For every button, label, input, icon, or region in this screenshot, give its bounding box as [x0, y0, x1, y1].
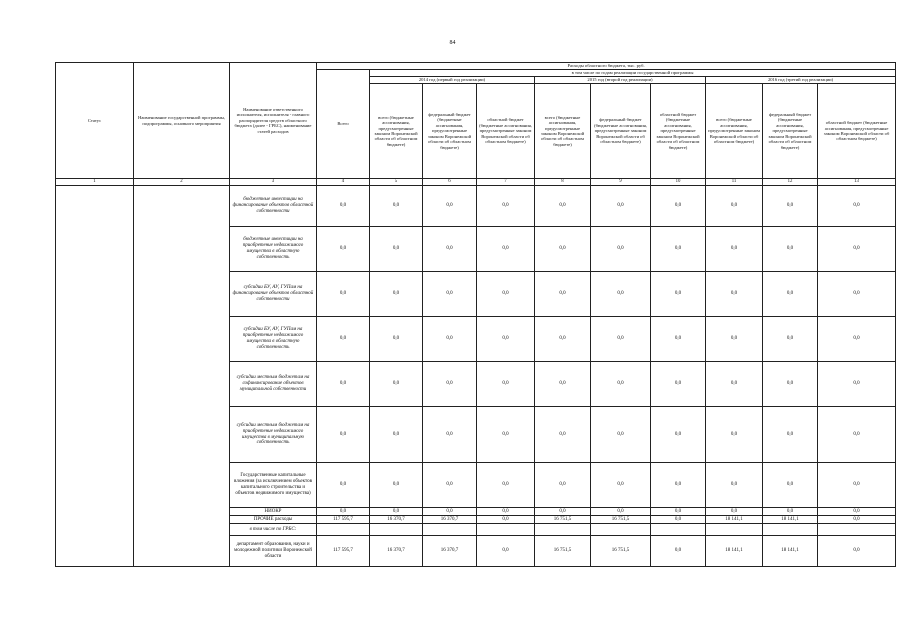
value-cell: 0,0	[763, 186, 818, 227]
value-cell: 0,0	[818, 186, 896, 227]
value-cell	[370, 524, 423, 536]
header-federal-2016: федеральный бюджет (бюджетные ассигнования, предусмотренные законом Воронежской области об областном бюджете)	[763, 84, 818, 179]
column-number: 5	[370, 179, 423, 186]
value-cell: 0,0	[477, 362, 535, 407]
value-cell: 0,0	[763, 227, 818, 272]
value-cell: 0,0	[423, 186, 477, 227]
value-cell: 0,0	[535, 186, 591, 227]
value-cell: 0,0	[651, 186, 706, 227]
row-label: департамент образования, науки и молодежной политики Воронежской области	[230, 536, 317, 567]
program-name-cell	[134, 186, 230, 567]
header-budget-expenses: Расходы областного бюджета, тыс. руб.	[317, 63, 896, 70]
value-cell: 0,0	[706, 463, 763, 508]
header-regional-2014: областной бюджет (бюджетные ассигнования, предусмотренные законом Воронежской области об областном бюджете)	[477, 84, 535, 179]
value-cell: 0,0	[818, 463, 896, 508]
value-cell: 0,0	[477, 227, 535, 272]
value-cell: 0,0	[706, 407, 763, 463]
value-cell: 0,0	[477, 272, 535, 317]
value-cell: 0,0	[423, 227, 477, 272]
value-cell: 0,0	[706, 186, 763, 227]
value-cell: 0,0	[818, 362, 896, 407]
value-cell: 0,0	[591, 508, 651, 516]
value-cell: 0,0	[477, 463, 535, 508]
value-cell: 0,0	[370, 463, 423, 508]
header-regional-2015: областной бюджет (бюджетные ассигнования, предусмотренные законом Воронежской области об областном бюджете)	[651, 84, 706, 179]
value-cell: 0,0	[818, 317, 896, 362]
value-cell: 0,0	[317, 272, 370, 317]
value-cell: 0,0	[591, 272, 651, 317]
value-cell: 0,0	[651, 272, 706, 317]
value-cell: 0,0	[535, 227, 591, 272]
value-cell	[535, 524, 591, 536]
value-cell: 0,0	[317, 227, 370, 272]
header-regional-2016: областной бюджет (бюджетные ассигнования, предусмотренные законом Воронежской области об областном бюджете)	[818, 84, 896, 179]
column-number: 10	[651, 179, 706, 186]
column-number: 3	[230, 179, 317, 186]
column-number: 12	[763, 179, 818, 186]
value-cell: 0,0	[535, 407, 591, 463]
value-cell: 0,0	[818, 227, 896, 272]
header-year-2015: 2015 год (второй год реализации)	[535, 77, 706, 84]
value-cell: 0,0	[651, 362, 706, 407]
header-total: Всего	[317, 70, 370, 179]
value-cell: 0,0	[651, 508, 706, 516]
value-cell: 0,0	[423, 317, 477, 362]
value-cell: 0,0	[477, 186, 535, 227]
value-cell: 0,0	[591, 407, 651, 463]
value-cell	[591, 524, 651, 536]
budget-table	[55, 62, 896, 567]
value-cell: 18 141,1	[763, 516, 818, 524]
row-label: субсидии местным бюджетам на софинансирование объектов муниципальной собственности	[230, 362, 317, 407]
column-number: 2	[134, 179, 230, 186]
value-cell: 0,0	[423, 463, 477, 508]
value-cell: 0,0	[651, 516, 706, 524]
value-cell: 0,0	[591, 463, 651, 508]
column-number: 1	[56, 179, 134, 186]
value-cell: 0,0	[818, 516, 896, 524]
value-cell: 0,0	[477, 508, 535, 516]
value-cell: 0,0	[651, 317, 706, 362]
value-cell: 16 751,5	[535, 516, 591, 524]
value-cell: 0,0	[763, 362, 818, 407]
value-cell: 0,0	[706, 362, 763, 407]
value-cell: 0,0	[591, 362, 651, 407]
column-number-row	[56, 179, 896, 186]
value-cell: 0,0	[651, 407, 706, 463]
row-label: субсидии местным бюджетам на приобретение недвижимого имущества в муниципальную собственность	[230, 407, 317, 463]
value-cell: 0,0	[651, 463, 706, 508]
value-cell: 0,0	[317, 186, 370, 227]
value-cell: 0,0	[477, 516, 535, 524]
value-cell: 0,0	[591, 317, 651, 362]
value-cell: 0,0	[317, 508, 370, 516]
value-cell: 0,0	[317, 317, 370, 362]
header-all-2016: всего (бюджетные ассигнования, предусмотренные законом Воронежской области об областном бюджете)	[706, 84, 763, 179]
column-number: 11	[706, 179, 763, 186]
header-all-2014: всего (бюджетные ассигнования, предусмотренные законом Воронежской области об областном бюджете)	[370, 84, 423, 179]
row-label: бюджетные инвестиции на финансирование объектов областной собственности	[230, 186, 317, 227]
value-cell: 0,0	[763, 508, 818, 516]
value-cell	[706, 524, 763, 536]
value-cell: 0,0	[818, 536, 896, 567]
value-cell	[423, 524, 477, 536]
value-cell: 0,0	[763, 463, 818, 508]
value-cell: 0,0	[477, 317, 535, 362]
row-label: бюджетные инвестиции на приобретение недвижимого имущества в областную собственность	[230, 227, 317, 272]
value-cell: 18 141,1	[706, 516, 763, 524]
value-cell	[763, 524, 818, 536]
value-cell: 117 595,7	[317, 536, 370, 567]
value-cell: 0,0	[591, 186, 651, 227]
value-cell: 0,0	[477, 407, 535, 463]
column-number: 9	[591, 179, 651, 186]
value-cell: 0,0	[477, 536, 535, 567]
value-cell: 0,0	[370, 407, 423, 463]
value-cell: 0,0	[317, 362, 370, 407]
value-cell: 0,0	[423, 508, 477, 516]
value-cell: 0,0	[706, 508, 763, 516]
row-label: субсидии БУ, АУ, ГУПам на финансирование объектов областной собственности	[230, 272, 317, 317]
value-cell: 16 751,5	[591, 536, 651, 567]
value-cell	[477, 524, 535, 536]
status-cell	[56, 186, 134, 567]
value-cell: 0,0	[370, 227, 423, 272]
page-number: 84	[449, 40, 456, 46]
value-cell: 0,0	[370, 317, 423, 362]
value-cell: 16 751,5	[591, 516, 651, 524]
value-cell: 0,0	[370, 272, 423, 317]
value-cell: 0,0	[651, 227, 706, 272]
value-cell: 16 370,7	[423, 516, 477, 524]
value-cell: 18 141,1	[706, 536, 763, 567]
column-number: 13	[818, 179, 896, 186]
value-cell: 16 751,5	[535, 536, 591, 567]
table-row	[56, 186, 896, 227]
value-cell	[818, 524, 896, 536]
value-cell: 0,0	[591, 227, 651, 272]
value-cell: 0,0	[763, 317, 818, 362]
row-label: НИОКР	[230, 508, 317, 516]
value-cell: 16 370,7	[423, 536, 477, 567]
header-all-2015: всего (бюджетные ассигнования, предусмотренные законом Воронежской области об областном бюджете)	[535, 84, 591, 179]
header-federal-2015: федеральный бюджет (бюджетные ассигнования, предусмотренные законом Воронежской области об областном бюджете)	[591, 84, 651, 179]
header-status: Статус	[56, 63, 134, 179]
value-cell: 0,0	[706, 272, 763, 317]
column-number: 8	[535, 179, 591, 186]
value-cell: 0,0	[423, 362, 477, 407]
row-label: в том числе по ГРБС:	[230, 524, 317, 536]
value-cell: 0,0	[535, 317, 591, 362]
value-cell: 0,0	[535, 463, 591, 508]
row-label: Государственные капитальные вложения (за исключением объектов капитального строительства и объектов недвижимого имущества)	[230, 463, 317, 508]
column-number: 6	[423, 179, 477, 186]
value-cell: 0,0	[706, 317, 763, 362]
row-label: ПРОЧИЕ расходы	[230, 516, 317, 524]
value-cell: 0,0	[763, 407, 818, 463]
value-cell: 0,0	[763, 272, 818, 317]
header-program-name: Наименование государственной программы, подпрограммы, основного мероприятия	[134, 63, 230, 179]
value-cell	[651, 524, 706, 536]
value-cell: 0,0	[706, 227, 763, 272]
value-cell: 0,0	[818, 272, 896, 317]
header-responsible: Наименование ответственного исполнителя, исполнителя - главного распорядителя средств областного бюджета (далее - ГРБС), наименование статей расходов	[230, 63, 317, 179]
value-cell	[317, 524, 370, 536]
value-cell: 0,0	[423, 407, 477, 463]
value-cell: 0,0	[535, 272, 591, 317]
header-by-year: в том числе по годам реализации государственной программы	[370, 70, 896, 77]
value-cell: 0,0	[535, 362, 591, 407]
value-cell: 0,0	[370, 508, 423, 516]
column-number: 7	[477, 179, 535, 186]
value-cell: 16 370,7	[370, 516, 423, 524]
value-cell: 117 595,7	[317, 516, 370, 524]
value-cell: 16 370,7	[370, 536, 423, 567]
value-cell: 18 141,1	[763, 536, 818, 567]
value-cell: 0,0	[818, 407, 896, 463]
header-year-2014: 2014 год (первый год реализации)	[370, 77, 535, 84]
value-cell: 0,0	[317, 407, 370, 463]
column-number: 4	[317, 179, 370, 186]
value-cell: 0,0	[317, 463, 370, 508]
value-cell: 0,0	[818, 508, 896, 516]
header-year-2016: 2016 год (третий год реализации)	[706, 77, 896, 84]
value-cell: 0,0	[535, 508, 591, 516]
value-cell: 0,0	[651, 536, 706, 567]
row-label: субсидии БУ, АУ, ГУПам на приобретение недвижимого имущества в областную собственность	[230, 317, 317, 362]
value-cell: 0,0	[423, 272, 477, 317]
value-cell: 0,0	[370, 186, 423, 227]
value-cell: 0,0	[370, 362, 423, 407]
header-federal-2014: федеральный бюджет (бюджетные ассигнования, предусмотренные законом Воронежской области об областном бюджете)	[423, 84, 477, 179]
